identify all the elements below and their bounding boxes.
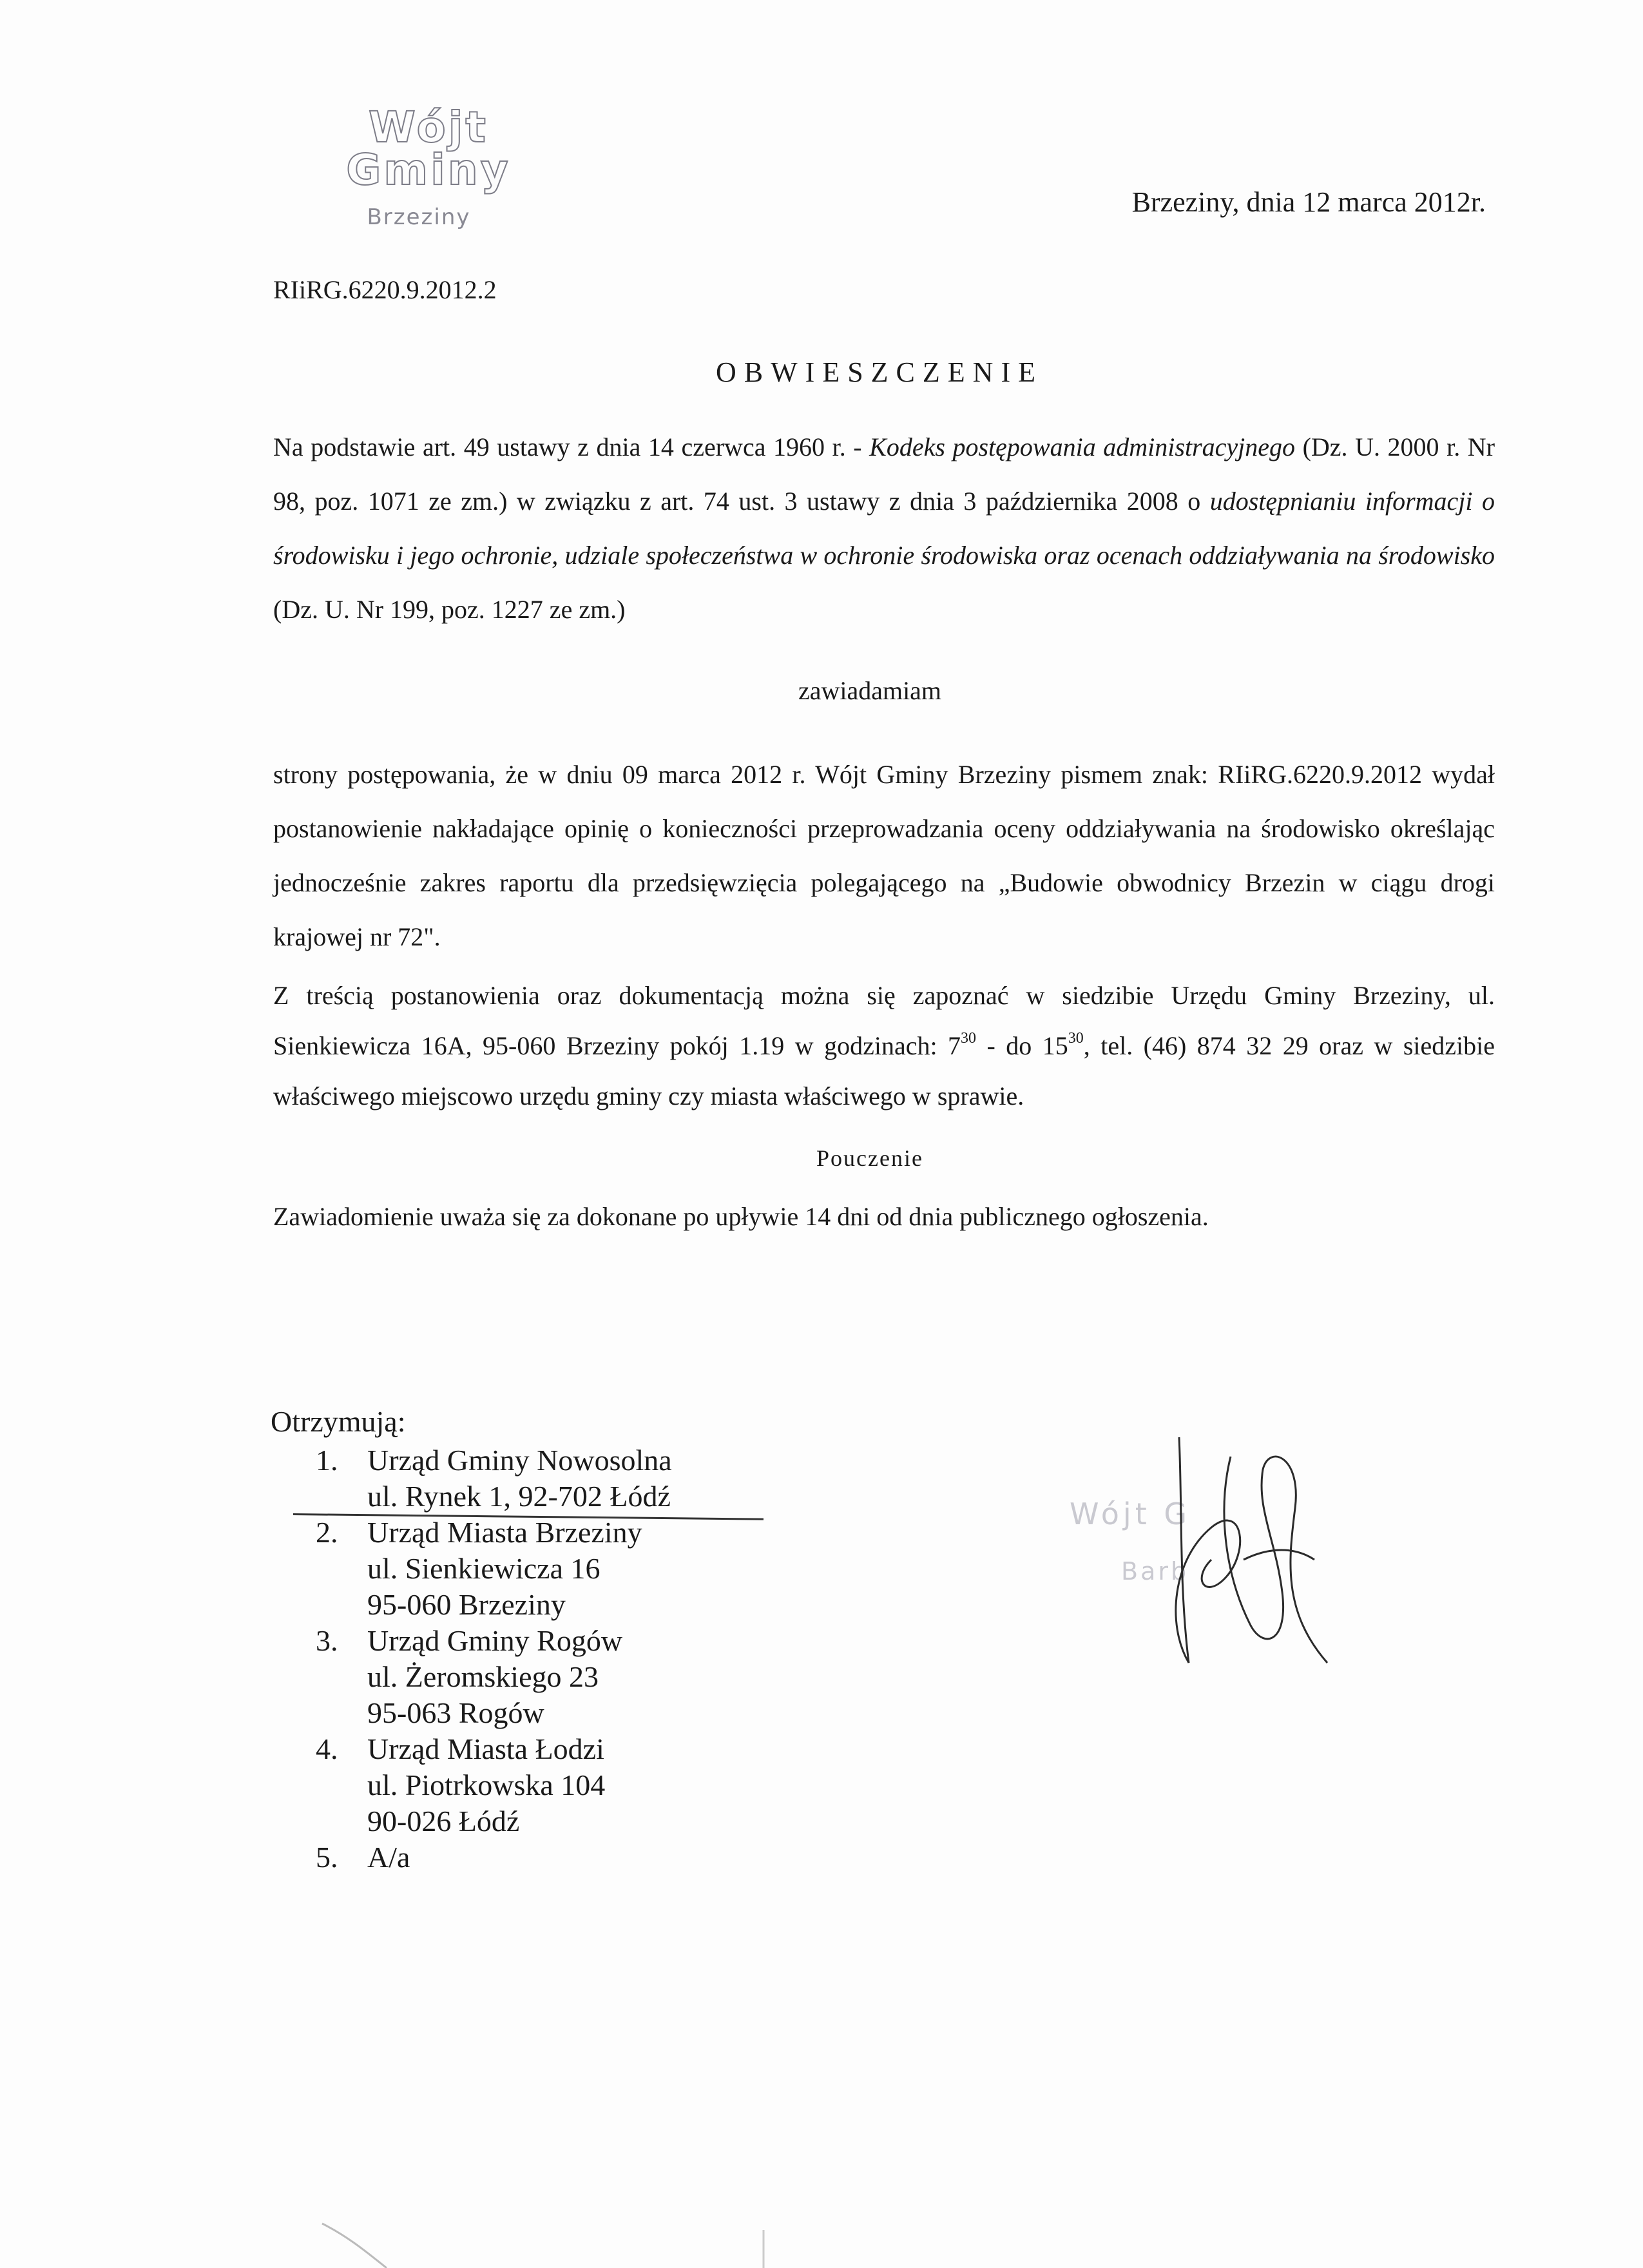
place-and-date: Brzeziny, dnia 12 marca 2012r. <box>1131 186 1486 218</box>
recipient-item: 2. Urząd Miasta Brzeziny ul. Sienkiewicza 16 95-060 Brzeziny <box>316 1516 642 1621</box>
document-title: OBWIESZCZENIE <box>716 356 1043 388</box>
signature-stamp-line-2: Barb <box>1121 1557 1189 1585</box>
recipients-heading: Otrzymują: <box>271 1405 406 1438</box>
recipient-item: 3. Urząd Gminy Rogów ul. Żeromskiego 23 95-063 Rogów <box>316 1624 623 1729</box>
recipient-item: 1. Urząd Gminy Nowosolna ul. Rynek 1, 92-702 Łódź <box>316 1444 672 1513</box>
scan-edge-mark <box>0 2217 1643 2268</box>
signature-stamp-line-1: Wójt G <box>1070 1497 1191 1531</box>
recipients-items <box>271 1442 672 1875</box>
legal-basis-paragraph: Na podstawie art. 49 ustawy z dnia 14 czerwca 1960 r. - Kodeks postępowania administracyjnego (Dz. U. 2000 r. Nr 98, poz. 1071 ze zm.) w związku z art. 74 ust. 3 ustawy z dnia 3 października 2008 o udostępnianiu informacji o środowisku i jego ochronie, udziale społeczeństwa w ochronie środowiska oraz ocenach oddziaływania na środowisko (Dz. U. Nr 199, poz. 1227 ze zm.) <box>273 432 1495 624</box>
reference-number: RIiRG.6220.9.2012.2 <box>273 275 497 304</box>
access-info-paragraph: Z treścią postanowienia oraz dokumentacją można się zapoznać w siedzibie Urzędu Gminy Brzeziny, ul. Sienkiewicza 16A, 95-060 Brzeziny pokój 1.19 w godzinach: $7^{30}$ - do $15^{30}$, tel. (46) 874 32 29 oraz w siedzibie właściwego miejscowo urzędu gminy czy miasta właściwego w sprawie. <box>273 981 1495 1110</box>
stamp-line-1: Wójt Gminy <box>346 102 511 195</box>
office-stamp <box>293 102 564 230</box>
instruction-paragraph: Zawiadomienie uważa się za dokonane po upływie 14 dni od dnia publicznego ogłoszenia. <box>273 1202 1209 1231</box>
handwritten-signature <box>1153 1431 1347 1676</box>
act-name-italic-2: udostępnianiu informacji o środowisku i jego ochronie, udziale społeczeństwa w ochronie środowiska oraz ocenach oddziaływania na środowisko <box>273 487 1495 570</box>
instruction-heading: Pouczenie <box>816 1145 923 1171</box>
time-superscript-1: 30 <box>961 1030 977 1047</box>
recipient-item: 5. A/a <box>316 1841 410 1874</box>
act-name-italic: Kodeks postępowania administracyjnego <box>869 432 1296 461</box>
recipient-item: 4. Urząd Miasta Łodzi ul. Piotrkowska 104 90-026 Łódź <box>316 1732 606 1837</box>
notify-word: zawiadamiam <box>798 676 942 705</box>
time-superscript-2: 30 <box>1068 1030 1084 1047</box>
notice-paragraph: strony postępowania, że w dniu 09 marca 2012 r. Wójt Gminy Brzeziny pismem znak: RIiRG.6220.9.2012 wydał postanowienie nakładające opinię o konieczności przeprowadzania oceny oddziaływania na środowisko określając jednocześnie zakres raportu dla przedsięwzięcia polegającego na „Budowie obwodnicy Brzezin w ciągu drogi krajowej nr 72". <box>273 760 1495 951</box>
recipients-list <box>271 1404 672 1875</box>
stamp-line-2: Brzeziny <box>367 204 471 230</box>
